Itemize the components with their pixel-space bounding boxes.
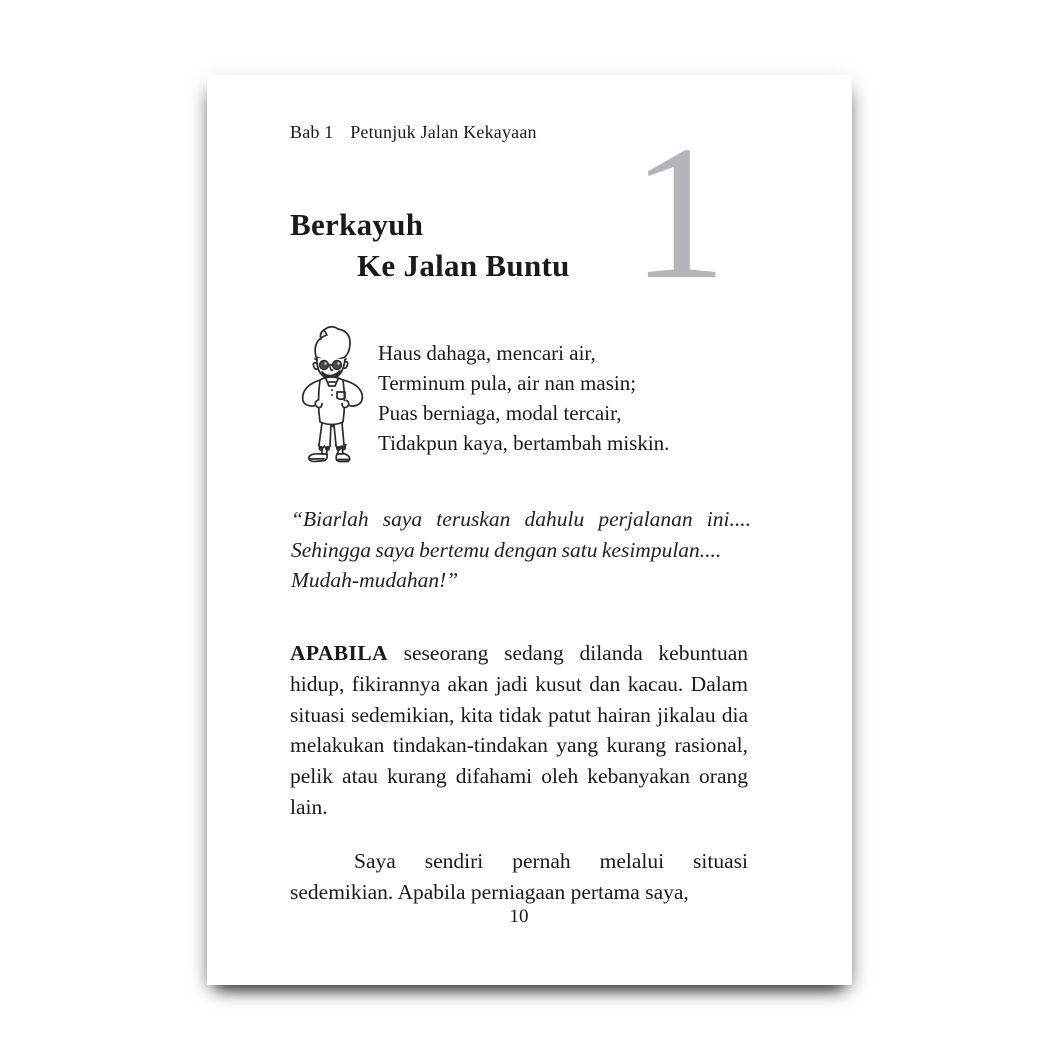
running-header-chapter: Bab 1 [290,122,334,142]
book-page [207,75,852,985]
running-header [290,122,537,143]
running-header-title: Petunjuk Jalan Kekayaan [350,122,537,142]
paragraph-2: Saya sendiri pernah melalui situasi sedemikian. Apabila perniagaan pertama saya, [290,848,748,904]
page-number: 10 [509,906,529,927]
poem-line-2: Terminum pula, air nan masin; [378,371,637,395]
quote-line-2: Sehingga saya bertemu dengan satu kesimpulan.... [291,537,722,562]
paragraph-1-lead-word: APABILA [290,641,388,665]
quote-line-1: “Biarlah saya teruskan dahulu perjalanan ini.... [291,507,751,531]
body-text [290,638,748,907]
chapter-title [290,204,570,286]
poem-line-4: Tidakpun kaya, bertambah miskin. [378,431,670,455]
opening-quote [291,504,751,596]
poem [378,338,669,458]
chapter-number: 1 [631,106,727,319]
paragraph-1 [290,638,748,823]
mascot-illustration [291,326,379,468]
poem-line-3: Puas berniaga, modal tercair, [378,401,622,425]
chapter-title-line1: Berkayuh [290,207,424,242]
quote-line-3: Mudah-mudahan!” [291,568,459,592]
poem-line-1: Haus dahaga, mencari air, [378,341,596,365]
chapter-title-line2: Ke Jalan Buntu [357,248,570,283]
paragraph-1-rest: seseorang sedang dilanda kebuntuan hidup, fikirannya akan jadi kusut dan kacau. Dalam situasi sedemikian, kita tidak patut hairan jikalau dia melakukan tindakan-tindakan yang kurang rasional, pelik atau kurang difahami oleh kebanyakan orang lain. [290,641,748,819]
